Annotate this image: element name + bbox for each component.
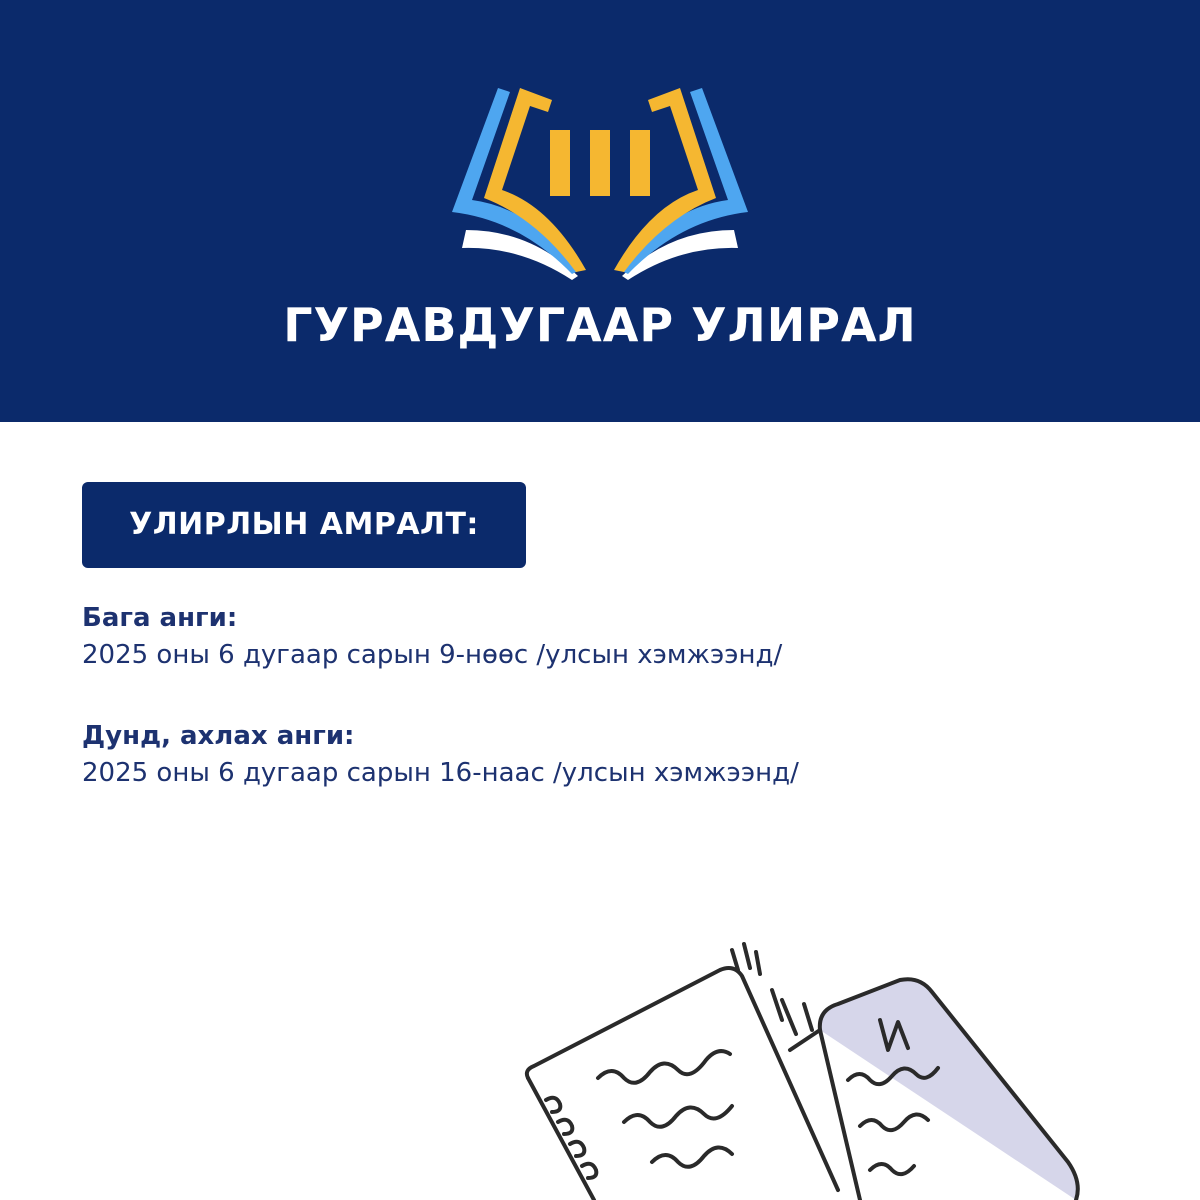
open-book-logo-icon [440, 70, 760, 290]
primary-grade-date: 2025 оны 6 дугаар сарын 9-нөөс /улсын хэмжээнд/ [82, 640, 783, 670]
primary-grade-label: Бага анги: [82, 603, 238, 633]
secondary-grade-label: Дунд, ахлах анги: [82, 721, 355, 751]
primary-grade-info [82, 600, 782, 674]
secondary-grade-date: 2025 оны 6 дугаар сарын 16-наас /улсын хэмжээнд/ [82, 758, 799, 788]
page-title: ГУРАВДУГААР УЛИРАЛ [283, 298, 917, 352]
secondary-grade-info [82, 718, 799, 792]
header-banner [0, 0, 1200, 422]
paper-notes-doodle-icon [520, 930, 1100, 1200]
holiday-badge: УЛИРЛЫН АМРАЛТ: [82, 482, 526, 568]
